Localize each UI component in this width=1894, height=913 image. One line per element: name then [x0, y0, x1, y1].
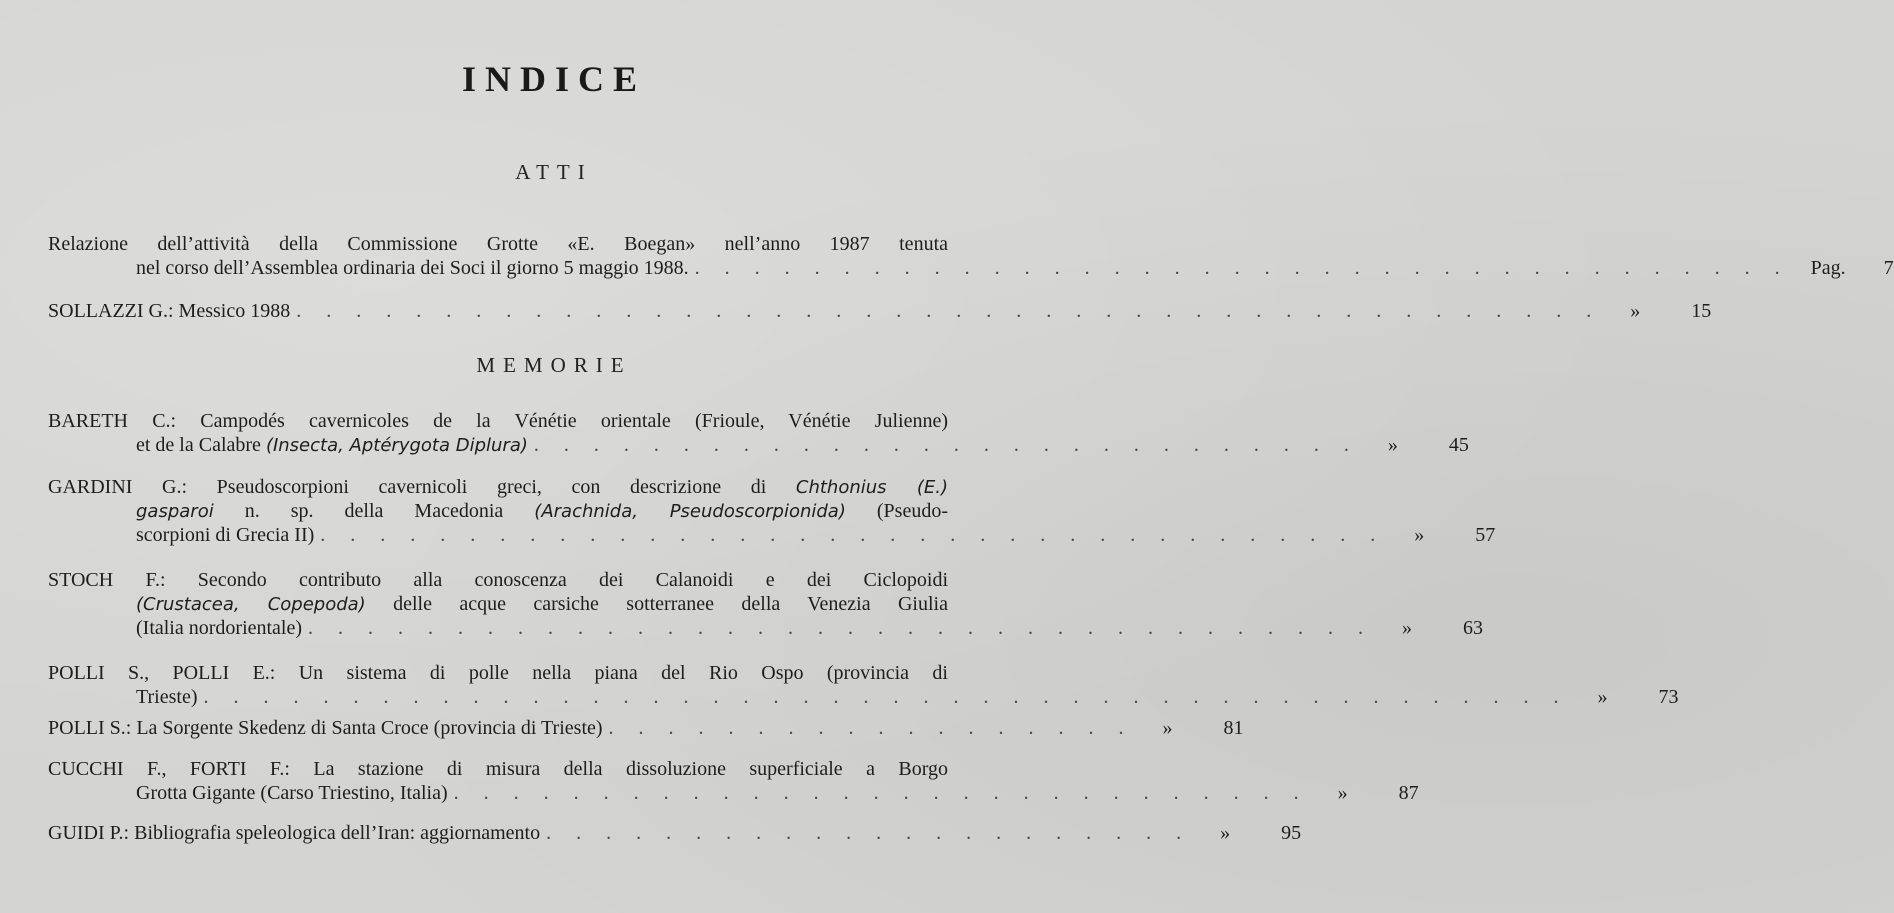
- page-number: 95: [1281, 822, 1302, 844]
- entry-line: [48, 475, 1053, 499]
- toc-entry-cucchi[interactable]: [48, 757, 1419, 805]
- continuation-mark: »: [1162, 717, 1173, 739]
- taxon-italic: (Crustacea, Copepoda): [136, 594, 366, 615]
- toc-entry-polli-s[interactable]: [48, 716, 1244, 740]
- taxon-italic: gasparoi: [136, 501, 214, 522]
- dot-leader: . . . . . . . . . . . . . . . . . . . . . . . . . . . . . . . . . . . .: [320, 524, 1386, 546]
- entry-line: nel corso dell’Assemblea ordinaria dei Soci il giorno 5 maggio 1988.: [136, 257, 689, 279]
- continuation-mark: »: [1597, 686, 1608, 708]
- entry-line: Trieste): [136, 686, 198, 708]
- entry-text: n. sp. della Macedonia: [213, 500, 535, 522]
- taxon-italic: (Insecta, Aptérygota Diplura): [265, 435, 528, 456]
- taxon-italic: Chthonius (E.): [795, 477, 948, 498]
- entry-line: SOLLAZZI G.: Messico 1988: [48, 300, 291, 322]
- entry-line: Relazione dell’attività della Commissione Grotte «E. Boegan» nell’anno 1987 tenuta: [48, 233, 948, 255]
- pag-label: Pag.: [1810, 257, 1846, 279]
- entry-line: POLLI S., POLLI E.: Un sistema di polle nella piana del Rio Ospo (provincia di: [48, 662, 948, 684]
- dot-leader: . . . . . . . . . . . . . . . . . . . . . .: [546, 822, 1192, 844]
- page-number: 15: [1691, 300, 1712, 322]
- toc-entry-gardini[interactable]: [48, 475, 1496, 547]
- page-number: 45: [1448, 434, 1469, 456]
- page-number: 73: [1658, 686, 1679, 708]
- continuation-mark: »: [1337, 782, 1348, 804]
- continuation-mark: »: [1414, 524, 1425, 546]
- entry-line: GUIDI P.: Bibliografia speleologica dell’Iran: aggiornamento: [48, 822, 541, 844]
- toc-entry-relazione[interactable]: [48, 232, 1894, 280]
- taxon-italic: (Arachnida, Pseudoscorpionida): [534, 501, 846, 522]
- entry-text: et de la Calabre: [136, 434, 266, 456]
- entry-line: POLLI S.: La Sorgente Skedenz di Santa Croce (provincia di Trieste): [48, 717, 603, 739]
- entry-text: GARDINI G.: Pseudoscorpioni cavernicoli greci, con descrizione di: [48, 476, 796, 498]
- page-number: 57: [1475, 524, 1496, 546]
- continuation-mark: »: [1402, 617, 1413, 639]
- entry-line-part: [136, 433, 528, 458]
- dot-leader: . . . . . . . . . . . . . . . . . . . . . . . . . . . . . . . . . . . .: [308, 617, 1374, 639]
- entry-line: (Italia nordorientale): [136, 617, 303, 639]
- entry-line: scorpioni di Grecia II): [136, 524, 315, 546]
- dot-leader: . . . . . . . . . . . . . . . . . . . . . . . . . . . . . . . . . . . . . . . . . . . .: [296, 300, 1602, 322]
- section-heading-memorie: MEMORIE: [476, 353, 632, 377]
- page-number: 81: [1223, 717, 1244, 739]
- entry-text: delle acque carsiche sotterranee della Venezia Giulia: [365, 593, 948, 615]
- entry-text: (Pseudo-: [845, 500, 948, 522]
- entry-line: [48, 499, 1053, 523]
- entry-line: STOCH F.: Secondo contributo alla conoscenza dei Calanoidi e dei Ciclopoidi: [48, 569, 948, 591]
- continuation-mark: »: [1387, 434, 1398, 456]
- dot-leader: . . . . . . . . . . . . . . . . . .: [608, 717, 1134, 739]
- dot-leader: . . . . . . . . . . . . . . . . . . . . . . . . . . . . . . . . . . . . .: [694, 257, 1790, 279]
- toc-entry-bareth[interactable]: [48, 409, 1469, 457]
- page-title: INDICE: [461, 59, 647, 99]
- section-heading-atti: ATTI: [515, 160, 593, 184]
- entry-line: [48, 592, 1053, 616]
- entry-line: BARETH C.: Campodés cavernicoles de la Vénétie orientale (Frioule, Vénétie Julienne): [48, 410, 948, 432]
- dot-leader: . . . . . . . . . . . . . . . . . . . . . . . . . . . . .: [453, 782, 1309, 804]
- dot-leader: . . . . . . . . . . . . . . . . . . . . . . . . . . . . . . . . . . . . . . . . . . . . . .: [203, 686, 1569, 708]
- entry-line: CUCCHI F., FORTI F.: La stazione di misura della dissoluzione superficiale a Borgo: [48, 758, 948, 780]
- page-number: 63: [1463, 617, 1484, 639]
- page-number: 87: [1398, 782, 1419, 804]
- toc-entry-polli-polli[interactable]: [48, 661, 1679, 709]
- page-number: 7: [1883, 257, 1894, 279]
- continuation-mark: »: [1630, 300, 1641, 322]
- toc-entry-guidi[interactable]: [48, 821, 1302, 845]
- toc-entry-stoch[interactable]: [48, 568, 1484, 640]
- entry-line: Grotta Gigante (Carso Triestino, Italia): [136, 782, 448, 804]
- toc-entry-sollazzi[interactable]: [48, 299, 1712, 323]
- continuation-mark: »: [1220, 822, 1231, 844]
- dot-leader: . . . . . . . . . . . . . . . . . . . . . . . . . . . .: [533, 434, 1359, 456]
